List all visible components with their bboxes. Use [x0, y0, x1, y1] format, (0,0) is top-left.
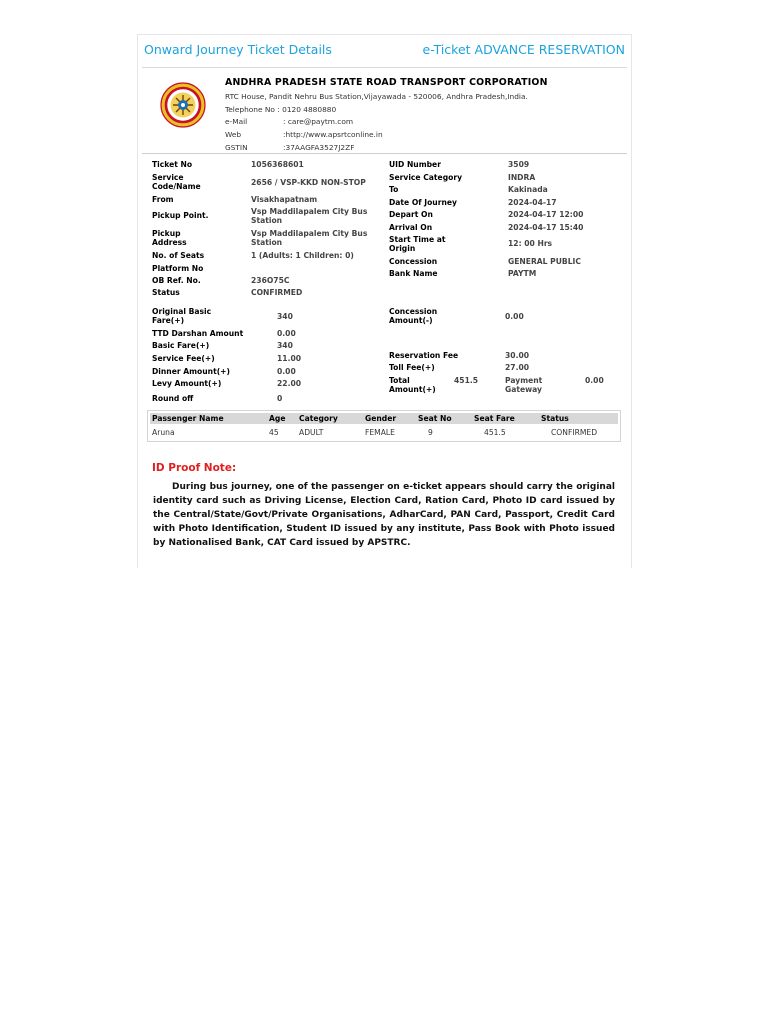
ttd-darshan-value: 0.00 — [277, 329, 296, 338]
passenger-name-cell: Aruna — [152, 428, 175, 437]
passenger-gender-cell: FEMALE — [365, 428, 395, 437]
concession-label: Concession — [389, 257, 438, 266]
corporation-web-row — [225, 129, 548, 142]
passenger-category-cell: ADULT — [299, 428, 324, 437]
col-seat-fare: Seat Fare — [474, 414, 515, 423]
col-seat-no: Seat No — [418, 414, 452, 423]
passenger-table — [147, 410, 621, 442]
from-value: Visakhapatnam — [251, 195, 318, 204]
service-category-label: Service Category — [389, 173, 463, 182]
corporation-email-row — [225, 116, 548, 129]
original-basic-fare-value: 340 — [277, 312, 293, 321]
web-value: :http://www.apsrtconline.in — [283, 130, 383, 140]
total-amount-value: 451.5 — [454, 376, 479, 385]
date-of-journey-label: Date Of Journey — [389, 198, 457, 207]
pickup-address-label: Pickup Address — [152, 229, 187, 247]
corporation-telephone: Telephone No : 0120 4880880 — [225, 104, 337, 114]
col-passenger-name: Passenger Name — [152, 414, 224, 423]
ob-ref-value: 236O75C — [251, 276, 290, 285]
toll-fee-value: 27.00 — [505, 363, 530, 372]
ticket-no-value: 1056368601 — [251, 160, 304, 169]
arrival-value: 2024-04-17 15:40 — [508, 223, 584, 232]
ob-ref-label: OB Ref. No. — [152, 276, 201, 285]
passenger-age-cell: 45 — [269, 428, 279, 437]
start-time-value: 12: 00 Hrs — [508, 239, 553, 248]
id-proof-title: ID Proof Note: — [152, 462, 237, 474]
depart-value: 2024-04-17 12:00 — [508, 210, 584, 219]
service-fee-value: 11.00 — [277, 354, 302, 363]
depart-label: Depart On — [389, 210, 433, 219]
reservation-fee-label: Reservation Fee — [389, 351, 459, 360]
concession-amount-value: 0.00 — [505, 312, 524, 321]
ticket-no-label: Ticket No — [152, 160, 193, 169]
col-gender: Gender — [365, 414, 397, 423]
apsrtc-logo-icon — [160, 82, 206, 128]
service-value: 2656 / VSP-KKD NON-STOP — [251, 178, 366, 187]
passenger-status-cell: CONFIRMED — [551, 428, 598, 437]
passenger-seat-fare-cell: 451.5 — [484, 428, 506, 437]
gstin-label: GSTIN — [225, 142, 248, 152]
payment-gateway-value: 0.00 — [585, 376, 604, 385]
seats-label: No. of Seats — [152, 251, 205, 260]
original-basic-fare-label: Original Basic Fare(+) — [152, 307, 212, 325]
corporation-address: RTC House, Pandit Nehru Bus Station,Vijayawada - 520006, Andhra Pradesh,India. — [225, 91, 528, 101]
id-proof-text: During bus journey, one of the passenger on e-ticket appears should carry the original identity card such as Driving License, Election Card, Ration Card, Photo ID card issued by the Central/State/Govt/Private Organisations, AdharCard, PAN Card, Passport, Credit Card with Photo Identification, Student ID issued by any institute, Pass Book with Photo issued by Nationalised Bank, CAT Card issued by APSTRC. — [153, 482, 615, 548]
to-value: Kakinada — [508, 185, 548, 194]
onward-journey-title: Onward Journey Ticket Details — [144, 42, 332, 57]
pickup-point-label: Pickup Point. — [152, 211, 209, 220]
status-label: Status — [152, 288, 180, 297]
dinner-amount-value: 0.00 — [277, 367, 296, 376]
section-divider — [142, 153, 627, 154]
total-amount-label: Total Amount(+) — [389, 376, 436, 394]
web-label: Web — [225, 130, 242, 140]
col-status: Status — [541, 414, 569, 423]
arrival-label: Arrival On — [389, 223, 433, 232]
from-label: From — [152, 195, 174, 204]
pickup-address-value: Vsp Maddilapalem City Bus Station — [251, 229, 368, 247]
col-age: Age — [269, 414, 286, 423]
platform-label: Platform No — [152, 264, 204, 273]
corporation-details — [225, 77, 548, 155]
service-fee-label: Service Fee(+) — [152, 354, 215, 363]
bank-value: PAYTM — [508, 269, 537, 278]
round-off-value: 0 — [277, 394, 283, 403]
bank-label: Bank Name — [389, 269, 438, 278]
ticket-header — [142, 42, 627, 68]
basic-fare-label: Basic Fare(+) — [152, 341, 210, 350]
start-time-label: Start Time at Origin — [389, 235, 446, 253]
reservation-fee-value: 30.00 — [505, 351, 530, 360]
levy-amount-value: 22.00 — [277, 379, 302, 388]
concession-value: GENERAL PUBLIC — [508, 257, 581, 266]
uid-label: UID Number — [389, 160, 441, 169]
reservation-type-title: e-Ticket ADVANCE RESERVATION — [422, 42, 625, 57]
to-label: To — [389, 185, 399, 194]
payment-gateway-label: Payment Gateway — [505, 376, 543, 394]
levy-amount-label: Levy Amount(+) — [152, 379, 222, 388]
uid-value: 3509 — [508, 160, 530, 169]
corporation-name: ANDHRA PRADESH STATE ROAD TRANSPORT CORPORATION — [225, 77, 548, 88]
dinner-amount-label: Dinner Amount(+) — [152, 367, 231, 376]
toll-fee-label: Toll Fee(+) — [389, 363, 435, 372]
service-label: Service Code/Name — [152, 173, 201, 191]
email-value: : care@paytm.com — [283, 117, 354, 127]
gstin-value: :37AAGFA3527J2ZF — [283, 142, 355, 152]
date-of-journey-value: 2024-04-17 — [508, 198, 557, 207]
ticket-page — [137, 34, 632, 568]
round-off-label: Round off — [152, 394, 194, 403]
passenger-seat-cell: 9 — [428, 428, 433, 437]
pickup-point-value: Vsp Maddilapalem City Bus Station — [251, 207, 368, 225]
basic-fare-value: 340 — [277, 341, 293, 350]
col-category: Category — [299, 414, 338, 423]
concession-amount-label: Concession Amount(-) — [389, 307, 438, 325]
status-value: CONFIRMED — [251, 288, 303, 297]
email-label: e-Mail — [225, 117, 248, 127]
service-category-value: INDRA — [508, 173, 536, 182]
seats-value: 1 (Adults: 1 Children: 0) — [251, 251, 354, 260]
ttd-darshan-label: TTD Darshan Amount — [152, 329, 244, 338]
